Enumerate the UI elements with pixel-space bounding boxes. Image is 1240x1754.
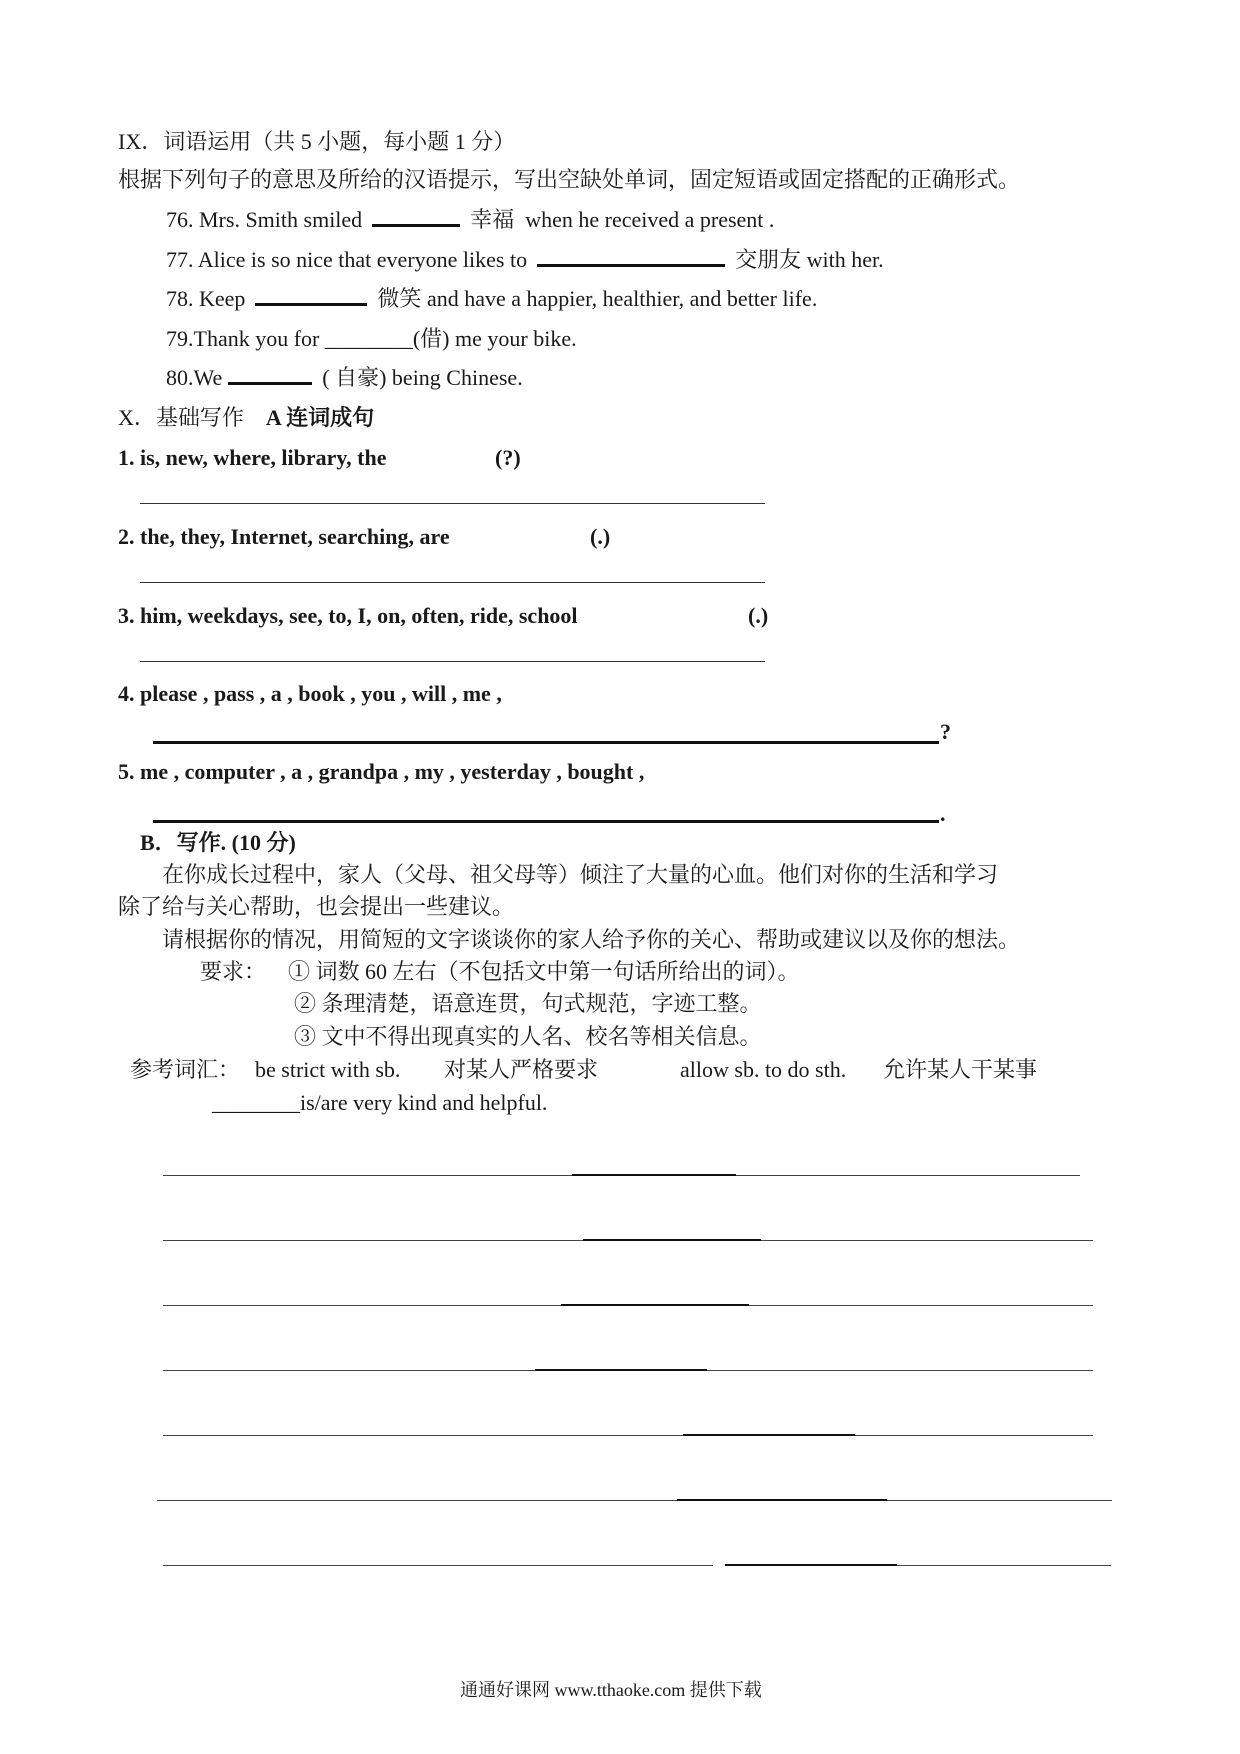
requirement-2: ② 条理清楚，语意连贯，句式规范，字迹工整。 [294, 991, 762, 1016]
q78-text: 78. Keep [166, 286, 246, 311]
q76-post: when he received a present . [525, 207, 775, 232]
q80-blank [228, 378, 312, 385]
vocab-2-chinese: 允许某人干某事 [883, 1057, 1038, 1082]
q77-post: with her. [806, 247, 884, 272]
q77-blank [537, 260, 725, 267]
question-78 [166, 285, 817, 313]
requirements-label: 要求： [200, 959, 267, 984]
part-a-q4: 4. please , pass , a , book , you , will , me , [118, 681, 502, 706]
answer-line-4[interactable] [153, 741, 939, 744]
essay-line-6[interactable] [157, 1500, 1112, 1501]
section-ix-instruction: 根据下列句子的意思及所给的汉语提示，写出空缺处单词，固定短语或固定搭配的正确形式。 [118, 167, 1021, 192]
part-a-q5-end-mark: . [940, 801, 946, 826]
essay-line-7-bold-segment [725, 1564, 897, 1566]
part-a-q2: 2. the, they, Internet, searching, are [118, 524, 450, 549]
q76-text: 76. Mrs. Smith smiled [166, 207, 363, 232]
essay-line-4-bold-segment [535, 1369, 707, 1371]
essay-line-2[interactable] [163, 1240, 1093, 1241]
question-79: 79.Thank you for ________(借) me your bike. [166, 326, 577, 351]
essay-opening-sentence: ________is/are very kind and helpful. [212, 1090, 548, 1115]
part-a-q3-punct: (.) [748, 603, 769, 628]
part-a-q5: 5. me , computer , a , grandpa , my , yesterday , bought , [118, 759, 645, 784]
essay-line-7[interactable] [163, 1565, 713, 1566]
section-x-title [118, 404, 374, 432]
essay-line-6-bold-segment [677, 1499, 887, 1501]
q78-hint: 微笑 [377, 286, 422, 311]
q80-post: ( 自豪) being Chinese. [322, 365, 523, 390]
answer-line-1[interactable] [140, 503, 765, 504]
vocab-1-chinese: 对某人严格要求 [444, 1057, 599, 1082]
vocab-label: 参考词汇： [130, 1057, 241, 1082]
part-a-q3: 3. him, weekdays, see, to, I, on, often, ride, school [118, 603, 578, 628]
requirement-3: ③ 文中不得出现真实的人名、校名等相关信息。 [294, 1024, 762, 1049]
vocab-2-english: allow sb. to do sth. [680, 1057, 847, 1082]
section-x-label: X．基础写作 [118, 405, 244, 430]
essay-line-1[interactable] [163, 1175, 1080, 1176]
answer-line-3[interactable] [140, 661, 765, 662]
essay-line-5-bold-segment [683, 1434, 855, 1436]
question-76 [166, 206, 774, 234]
part-a-q4-end-mark: ? [940, 719, 951, 744]
essay-line-7b[interactable] [725, 1565, 1111, 1566]
q78-post: and have a happier, healthier, and better life. [426, 286, 818, 311]
part-b-prompt-line3: 请根据你的情况，用简短的文字谈谈你的家人给予你的关心、帮助或建议以及你的想法。 [162, 927, 1021, 952]
q77-text: 77. Alice is so nice that everyone likes to [166, 247, 528, 272]
vocab-1-english: be strict with sb. [255, 1057, 401, 1082]
requirement-1: ① 词数 60 左右（不包括文中第一句话所给出的词）。 [288, 959, 800, 984]
essay-line-5[interactable] [163, 1435, 1093, 1436]
part-a-q1-punct: (?) [495, 445, 521, 470]
essay-line-2-bold-segment [583, 1239, 761, 1241]
answer-line-5[interactable] [153, 820, 939, 823]
q78-blank [255, 299, 367, 306]
essay-line-3-bold-segment [561, 1304, 749, 1306]
part-a-q2-punct: (.) [590, 524, 611, 549]
section-ix-title: IX．词语运用（共 5 小题，每小题 1 分） [118, 129, 516, 154]
page-footer: 通通好课网 www.tthaoke.com 提供下载 [460, 1680, 762, 1700]
part-b-prompt-line2: 除了给与关心帮助，也会提出一些建议。 [118, 894, 515, 919]
essay-line-3[interactable] [163, 1305, 1093, 1306]
essay-line-4[interactable] [163, 1370, 1093, 1371]
part-a-title: A 连词成句 [265, 405, 375, 430]
part-b-prompt-line1: 在你成长过程中，家人（父母、祖父母等）倾注了大量的心血。他们对你的生活和学习 [162, 862, 999, 887]
essay-line-1-bold-segment [572, 1174, 736, 1176]
q80-text: 80.We [166, 365, 223, 390]
part-b-title: B．写作. (10 分) [140, 830, 296, 855]
q76-hint: 幸福 [470, 207, 515, 232]
answer-line-2[interactable] [140, 582, 765, 583]
question-80 [166, 364, 523, 392]
part-a-q1: 1. is, new, where, library, the [118, 445, 387, 470]
q77-hint: 交朋友 [735, 247, 802, 272]
question-77 [166, 246, 884, 274]
q76-blank [372, 220, 460, 227]
